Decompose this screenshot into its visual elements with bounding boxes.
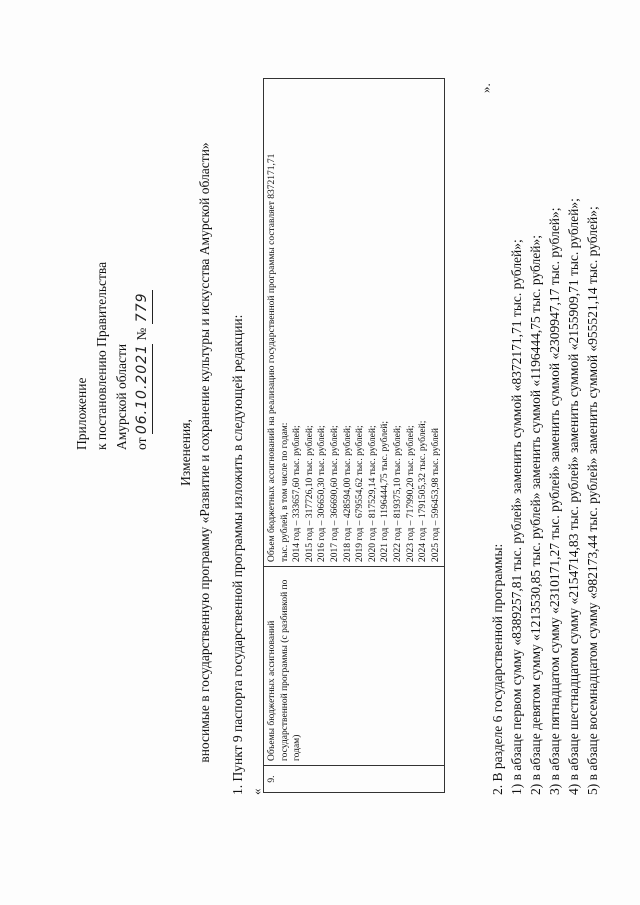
number-label: № — [134, 327, 149, 341]
paragraph-1: 1. Пункт 9 паспорта государственной программы изложить в следующей редакции: — [230, 314, 245, 795]
handwritten-date: 06.10.2021 — [132, 344, 153, 434]
attachment-title: Приложение — [74, 377, 89, 450]
value-line: тыс. рублей, в том числе по годам: — [279, 422, 290, 562]
list-item: 5) в абзаце восемнадцатом сумму «982173,44 тыс. рублей» заменить суммой «955521,14 тыс. рублей»; — [585, 206, 600, 795]
section-2-heading: 2. В разделе 6 государственной программы: — [490, 543, 505, 795]
value-line: 2020 год – 817529,14 тыс. рублей; — [367, 425, 378, 562]
table-row — [264, 79, 445, 793]
value-line: 2022 год – 819375,10 тыс. рублей; — [392, 425, 403, 562]
value-line: 2015 год – 317726,10 тыс. рублей; — [304, 425, 315, 562]
value-line: 2023 год – 717990,20 тыс. рублей; — [405, 425, 416, 562]
heading-line-2: вносимые в государственную программу «Развитие и сохранение культуры и искусства Амурской области» — [197, 142, 212, 763]
list-item: 1) в абзаце первом сумму «8389257,81 тыс. рублей» заменить суммой «8372171,71 тыс. рублей»; — [509, 239, 524, 795]
row-label: Объемы бюджетных ассигнований государственной программы (с разбивкой по годам) — [264, 567, 445, 766]
heading-line-1: Изменения, — [178, 419, 193, 486]
value-line: 2024 год – 1791505,32 тыс. рублей; — [418, 420, 429, 562]
value-line: 2017 год – 366690,60 тыс. рублей; — [329, 425, 340, 562]
value-line: 2021 год – 1196444,75 тыс. рублей; — [380, 420, 391, 562]
value-line: 2025 год – 596453,98 тыс. рублей — [430, 428, 441, 562]
passport-table — [263, 78, 445, 793]
list-item: 2) в абзаце девятом сумму «1213530,85 тыс. рублей» заменить суммой «1196444,75 тыс. рублей»; — [528, 234, 543, 795]
attachment-block — [72, 262, 153, 450]
list-item: 3) в абзаце пятнадцатом сумму «2310171,27 тыс. рублей» заменить суммой «2309947,17 тыс. рублей»; — [547, 207, 562, 795]
attachment-line-3: Амурской области — [114, 343, 129, 450]
value-line: 2018 год – 428594,00 тыс. рублей; — [342, 425, 353, 562]
handwritten-number: 779 — [132, 290, 153, 324]
row-value — [264, 79, 445, 567]
closing-quote: ». — [478, 83, 493, 93]
attachment-line-2: к постановлению Правительства — [94, 261, 109, 450]
value-line: Объем бюджетных ассигнований на реализацию государственной программы составляет 8372171,71 — [267, 153, 277, 562]
value-line: 2014 год – 333657,60 тыс. рублей; — [292, 425, 303, 562]
opening-quote: « — [249, 788, 264, 795]
attachment-date-line — [132, 262, 153, 450]
value-line: 2019 год – 679554,62 тыс. рублей; — [355, 425, 366, 562]
list-item: 4) в абзаце шестнадцатом сумму «2154714,83 тыс. рублей» заменить суммой «2155909,71 тыс. рублей»; — [566, 198, 581, 795]
value-line: 2016 год – 306650,30 тыс. рублей; — [317, 425, 328, 562]
date-prefix: от — [134, 437, 149, 450]
row-number: 9. — [264, 766, 445, 793]
